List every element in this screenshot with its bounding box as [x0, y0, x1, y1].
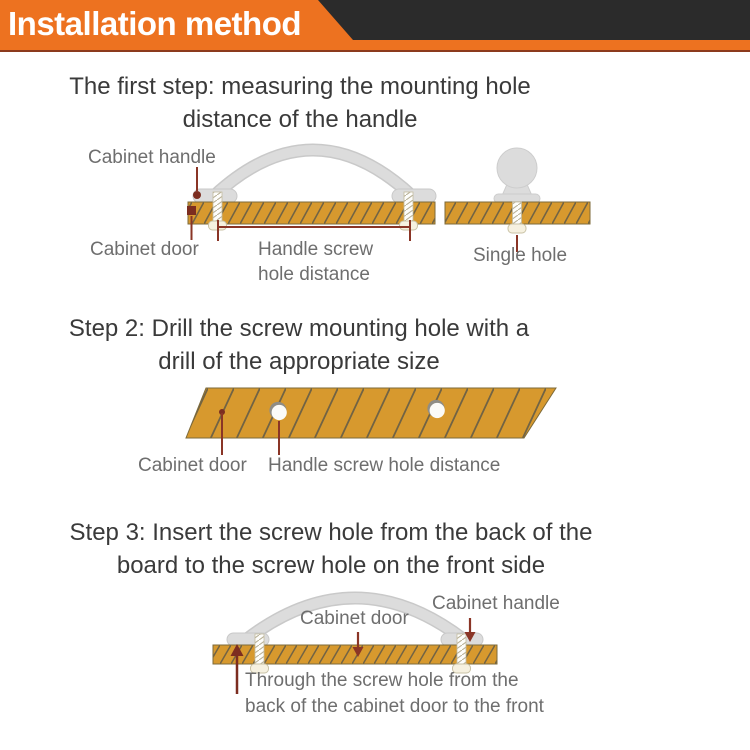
cabinet-knob-icon: [494, 148, 540, 203]
cabinet-door-board: [186, 388, 556, 438]
pointer-cabinet-handle: [193, 167, 201, 199]
step2-heading: [0, 312, 598, 378]
label-through-line2: back of the cabinet door to the front: [245, 696, 544, 717]
header-dark-ribbon: [318, 0, 750, 40]
step1-heading-line1: The first step: measuring the mounting hole: [69, 73, 531, 100]
label-cabinet-door: Cabinet door: [90, 239, 199, 260]
label-single-hole: Single hole: [473, 245, 568, 266]
cabinet-handle-icon: [193, 150, 436, 203]
label-cabinet-handle: Cabinet handle: [88, 147, 216, 168]
label-cabinet-handle: Cabinet handle: [432, 593, 560, 614]
label-cabinet-door: Cabinet door: [138, 455, 247, 476]
step3-heading-line2: board to the screw hole on the front side: [116, 552, 546, 579]
label-screw-distance-line1: Handle screw: [258, 239, 374, 260]
step3-heading: [0, 516, 662, 582]
label-screw-distance: Handle screw hole distance: [268, 455, 501, 476]
step3-heading-line1: Step 3: Insert the screw hole from the back of the: [69, 519, 593, 546]
label-cabinet-door: Cabinet door: [300, 608, 409, 629]
page-title: Installation method: [8, 5, 302, 42]
step1-heading: [0, 70, 600, 136]
step2-heading-line1: Step 2: Drill the screw mounting hole with a: [68, 315, 530, 342]
step1-heading-line2: distance of the handle: [182, 106, 418, 133]
label-through-line1: Through the screw hole from the: [245, 670, 519, 691]
label-screw-distance-line2: hole distance: [258, 264, 370, 285]
cabinet-door-board: [188, 202, 435, 224]
step2-diagram: [0, 385, 750, 500]
step2-heading-line2: drill of the appropriate size: [158, 348, 440, 375]
label-through-note: [245, 668, 544, 720]
